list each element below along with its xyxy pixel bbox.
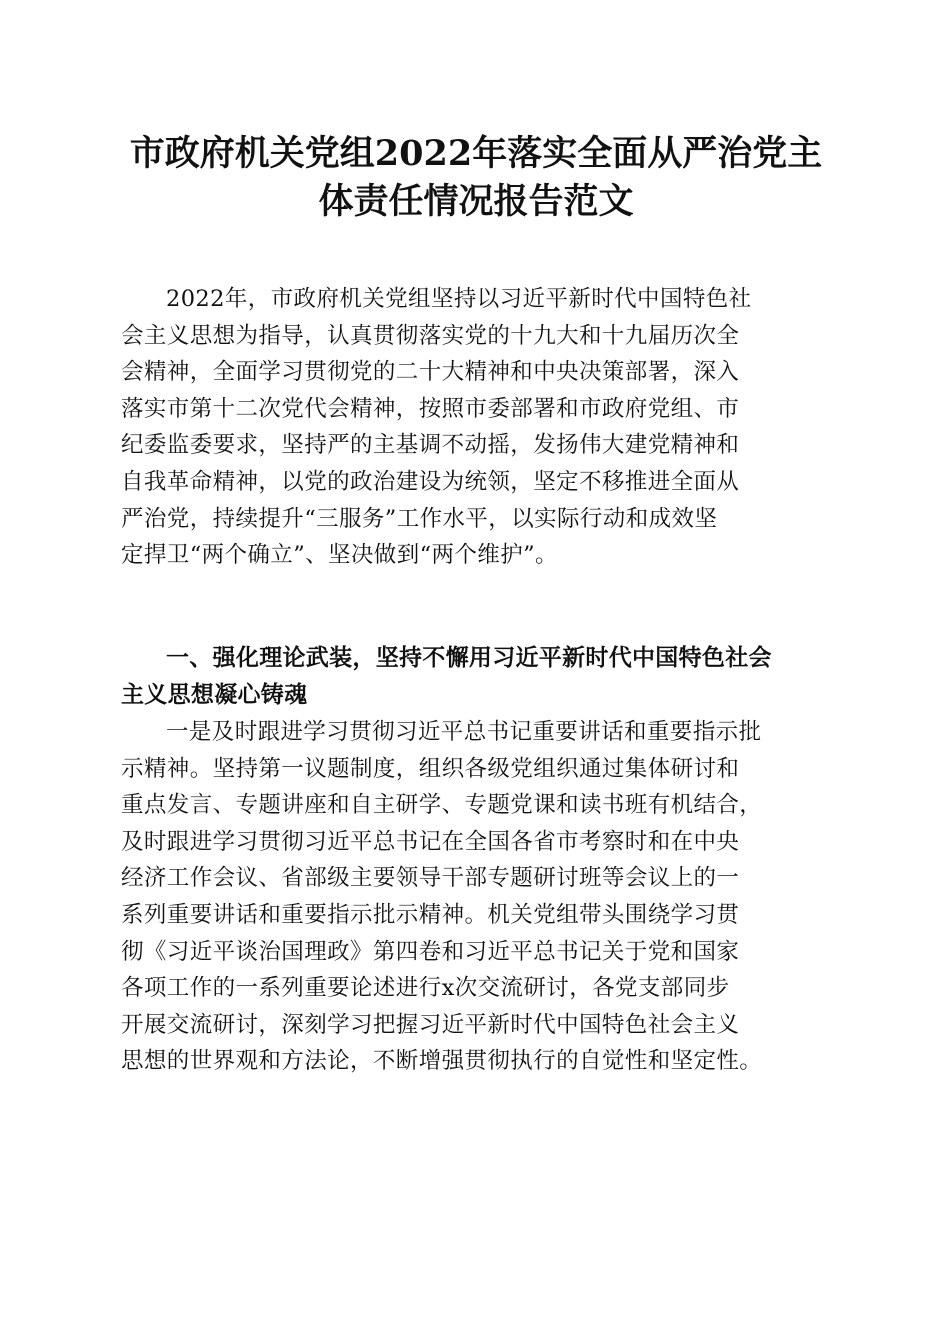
- text-line: 一是及时跟进学习贯彻习近平总书记重要讲话和重要指示批: [166, 719, 762, 745]
- text-line: 自我革命精神，以党的政治建设为统领，坚定不移推进全面从: [121, 468, 740, 495]
- text-line: 会精神，全面学习贯彻党的二十大精神和中央决策部署，深入: [121, 359, 740, 386]
- text-line: 示精神。坚持第一议题制度，组织各级党组织通过集体研讨和: [121, 755, 740, 782]
- text-line: 经济工作会议、省部级主要领导干部专题研讨班等会议上的一: [121, 865, 740, 892]
- heading-line: 一、强化理论武装，坚持不懈用习近平新时代中国特色社会: [166, 645, 772, 671]
- paragraph-section-1: [121, 714, 833, 1080]
- text-line: 纪委监委要求，坚持严的主基调不动摇，发扬伟大建党精神和: [121, 432, 740, 459]
- text-line: 彻《习近平谈治国理政》第四卷和习近平总书记关于党和国家: [121, 938, 740, 965]
- text-line: 严治党，持续提升“三服务”工作水平，以实际行动和成效坚: [121, 505, 718, 532]
- title-line: 体责任情况报告范文: [318, 181, 634, 222]
- paragraph-intro: [121, 281, 833, 574]
- text-line: 定捍卫“两个确立”、坚决做到“两个维护”。: [121, 542, 558, 569]
- text-line: 开展交流研讨，深刻学习把握习近平新时代中国特色社会主义: [121, 1011, 740, 1038]
- section-heading: [121, 640, 833, 713]
- text-line: 系列重要讲话和重要指示批示精神。机关党组带头围绕学习贯: [121, 901, 740, 928]
- text-line: 思想的世界观和方法论，不断增强贯彻执行的自觉性和坚定性。: [121, 1048, 763, 1075]
- text-line: 重点发言、专题讲座和自主研学、专题党课和读书班有机结合，: [121, 792, 763, 819]
- heading-line: 主义思想凝心铸魂: [121, 681, 308, 708]
- text-line: 落实市第十二次党代会精神，按照市委部署和市政府党组、市: [121, 395, 740, 422]
- document-title: [120, 130, 832, 226]
- text-line: 及时跟进学习贯彻习近平总书记在全国各省市考察时和在中央: [121, 828, 740, 855]
- text-line: 会主义思想为指导，认真贯彻落实党的十九大和十九届历次全: [121, 322, 740, 349]
- text-line: 2022年，市政府机关党组坚持以习近平新时代中国特色社: [166, 286, 752, 312]
- title-line: 市政府机关党组2022年落实全面从严治党主: [129, 133, 823, 174]
- text-line: 各项工作的一系列重要论述进行x次交流研讨，各党支部同步: [121, 975, 730, 1002]
